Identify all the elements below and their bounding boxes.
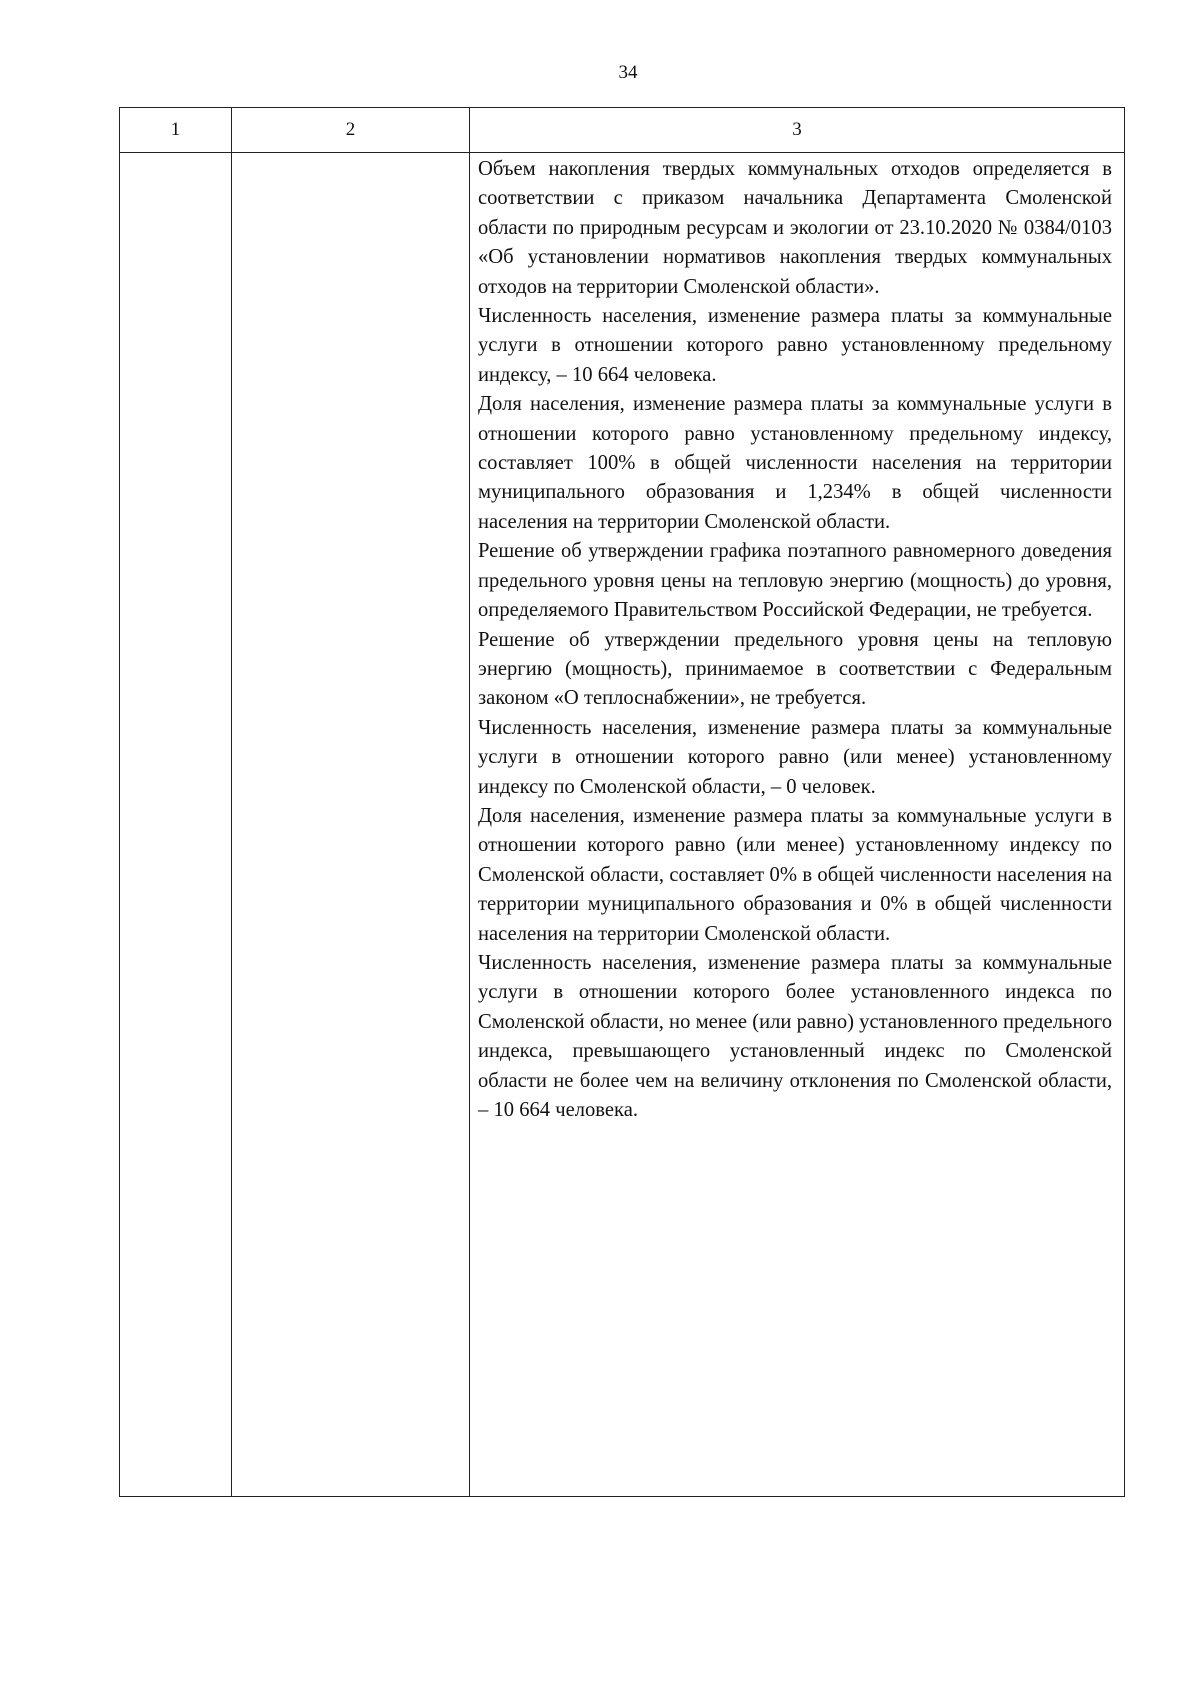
column-header-1: 1 [120,108,232,153]
column-2-cell [232,153,470,1497]
paragraph-population-below-index: Численность населения, изменение размера платы за коммунальные услуги в отношении которого равно (или менее) установленному индексу по Смоленской области, – 0 человек. [478,716,1112,798]
table-row [120,153,1125,1497]
column-1-cell [120,153,232,1497]
paragraph-share-below-index: Доля населения, изменение размера платы за коммунальные услуги в отношении которого равно (или менее) установленному индексу по Смоленской области, составляет 0% в общей численности населения на территории муниципального образования и 0% в общей численности населения на территории Смоленской области. [478,804,1112,945]
paragraph-heat-schedule-decision: Решение об утверждении графика поэтапного равномерного доведения предельного уровня цены на тепловую энергию (мощность) до уровня, определяемого Правительством Российской Федерации, не требуется. [478,540,1112,622]
column-header-2: 2 [232,108,470,153]
paragraph-population-above-index: Численность населения, изменение размера платы за коммунальные услуги в отношении которого более установленного индекса по Смоленской области, но менее (или равно) установленного предельного индекса, превышающего установленный индекс по Смоленской области не более чем на величину отклонения по Смоленской области, – 10 664 человека. [478,951,1112,1121]
document-table [119,107,1125,1497]
paragraph-heat-price-decision: Решение об утверждении предельного уровня цены на тепловую энергию (мощность), принимаемое в соответствии с Федеральным законом «О теплоснабжении», не требуется. [478,628,1112,710]
paragraph-waste-volume: Объем накопления твердых коммунальных отходов определяется в соответствии с приказом начальника Департамента Смоленской области по природным ресурсам и экологии от 23.10.2020 № 0384/0103 «Об установлении нормативов накопления твердых коммунальных отходов на территории Смоленской области». [478,158,1112,298]
paragraph-population-equal-limit: Численность населения, изменение размера платы за коммунальные услуги в отношении которого равно установленному предельному индексу, – 10 664 человека. [478,305,1112,386]
table-header-row [120,108,1125,153]
column-3-cell [470,153,1125,1497]
paragraph-share-equal-limit: Доля населения, изменение размера платы за коммунальные услуги в отношении которого равно установленному предельному индексу, составляет 100% в общей численности населения на территории муниципального образования и 1,234% в общей численности населения на территории Смоленской области. [478,393,1112,533]
column-header-3: 3 [470,108,1125,153]
page-number: 34 [618,62,638,83]
